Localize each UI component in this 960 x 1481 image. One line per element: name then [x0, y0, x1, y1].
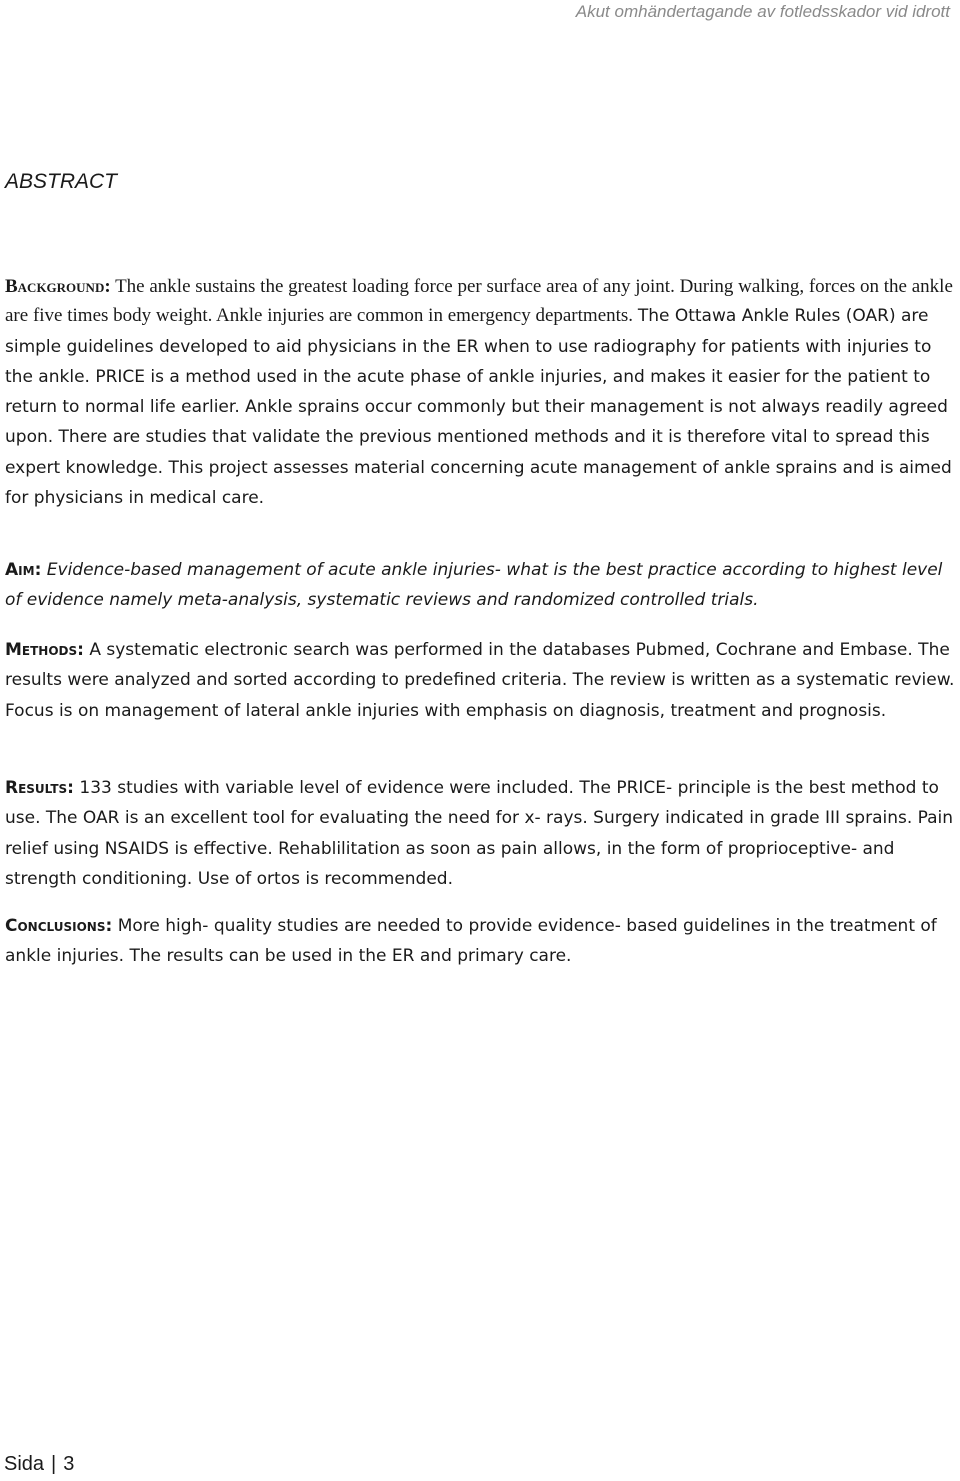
results-text: 133 studies with variable level of evidence were included. The PRICE- principle is the best method to use. The OAR is an excellent tool for evaluating the need for x- rays. Surgery indicated in grade III sprains. Pain relief using NSAIDS is effective. Rehablilitation as soon as pain allows, in the form of proprioceptive- and strength conditioning. Use of ortos is recommended. [5, 778, 954, 889]
aim-label: Aim: [5, 560, 42, 580]
aim-paragraph [5, 555, 957, 616]
methods-label: Methods: [5, 640, 84, 660]
methods-paragraph [5, 635, 957, 726]
page-footer [4, 1453, 74, 1476]
conclusions-text: More high- quality studies are needed to provide evidence- based guidelines in the treatment of ankle injuries. The results can be used in the ER and primary care. [5, 916, 937, 967]
methods-text: A systematic electronic search was performed in the databases Pubmed, Cochrane and Embase. The results were analyzed and sorted according to predefined criteria. The review is written as a systematic review. Focus is on management of lateral ankle injuries with emphasis on diagnosis, treatment and prognosis. [5, 640, 955, 721]
running-header-title: Akut omhändertagande av fotledsskador vid idrott [575, 2, 950, 21]
results-label: Results: [5, 778, 74, 798]
page-separator: | [51, 1453, 57, 1475]
background-serif-text: The ankle sustains the greatest loading force per surface area of any joint. During walking, forces on the ankle are five times body weight. Ankle injuries are common in emergency departments. [5, 276, 953, 327]
results-paragraph [5, 773, 957, 894]
page-number: 3 [63, 1453, 75, 1475]
background-paragraph [5, 272, 957, 513]
background-text: The Ottawa Ankle Rules (OAR) are simple guidelines developed to aid physicians in the ER when to use radiography for patients with injuries to the ankle. PRICE is a method used in the acute phase of ankle injuries, and makes it easier for the patient to return to normal life earlier. Ankle sprains occur commonly but their management is not always readily agreed upon. There are studies that validate the previous mentioned methods and it is therefore vital to spread this expert knowledge. This project assesses material concerning acute management of ankle sprains and is aimed for physicians in medical care. [5, 306, 952, 509]
aim-text: Evidence-based management of acute ankle injuries- what is the best practice according to highest level of evidence namely meta-analysis, systematic reviews and randomized controlled trials. [5, 560, 943, 611]
conclusions-paragraph [5, 911, 957, 972]
abstract-heading: ABSTRACT [5, 170, 118, 193]
conclusions-label: Conclusions: [5, 916, 113, 936]
background-label: Background: [5, 276, 111, 297]
page-label: Sida [4, 1453, 45, 1475]
